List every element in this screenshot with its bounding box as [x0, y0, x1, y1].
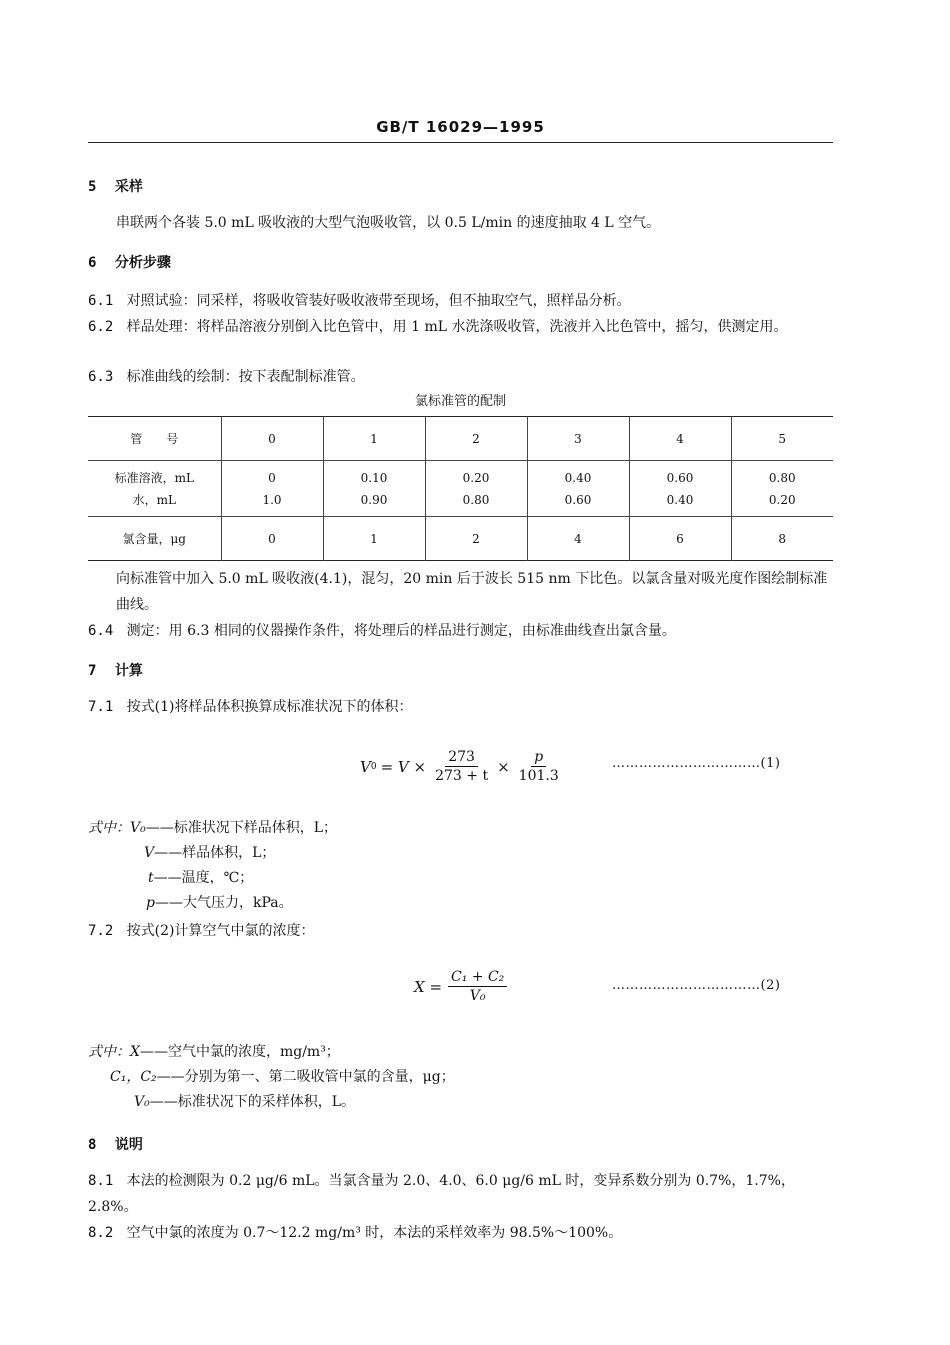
def-row: [88, 841, 337, 866]
standard-tube-table: [88, 416, 833, 561]
def-row: [88, 1065, 455, 1090]
def-text: ——空气中氯的浓度，mg/m³；: [139, 1044, 340, 1060]
page-header: GB/T 16029—1995: [376, 118, 545, 136]
std-value: 0.40: [564, 470, 592, 485]
section-title: 说明: [114, 1137, 143, 1153]
def-text: ——温度，℃；: [153, 870, 254, 886]
row-label-solution: [88, 461, 221, 517]
section-5-text: 串联两个各装 5.0 mL 吸收液的大型气泡吸收管，以 0.5 L/min 的速度抽取 4 L 空气。: [116, 215, 661, 231]
std-value: 0.80: [768, 470, 796, 485]
def-symbol: 式中：V₀: [88, 820, 146, 836]
water-value: 0.40: [666, 492, 694, 507]
def-text: ——标准状况下的采样体积，L。: [149, 1094, 356, 1110]
water-value: 0.90: [360, 492, 388, 507]
row-label-tube: 管 号: [88, 417, 221, 461]
def-text: ——大气压力，kPa。: [154, 895, 293, 911]
para-7-2: [88, 918, 838, 944]
para-number: 8.2: [88, 1225, 114, 1241]
para-text: 标准曲线的绘制：按下表配制标准管。: [126, 369, 365, 385]
def-text: ——标准状况下样品体积，L；: [145, 820, 338, 836]
section-5-heading: [88, 174, 838, 200]
water-value: 0.80: [462, 492, 490, 507]
std-value: 0.60: [666, 470, 694, 485]
table-row-tube: [88, 417, 833, 461]
para-text: 按式(2)计算空气中氯的浓度：: [126, 923, 315, 939]
section-title: 分析步骤: [114, 255, 171, 271]
def-symbol: V: [144, 845, 155, 861]
table-cell: 8: [731, 517, 833, 561]
eq1-f1-denominator: 273 + t: [435, 768, 489, 784]
water-value: 0.60: [564, 492, 592, 507]
para-number: 7.2: [88, 923, 114, 939]
section-number: 6: [88, 255, 97, 271]
para-8-1: [88, 1168, 833, 1220]
equation-1: [360, 748, 568, 785]
table-cell: [221, 461, 323, 517]
eq2-fraction: [448, 968, 507, 1005]
table-cell: 6: [629, 517, 731, 561]
para-text: 测定：用 6.3 相同的仪器操作条件，将处理后的样品进行测定，由标准曲线查出氯含量。: [126, 623, 676, 639]
def-text: ——分别为第一、第二吸收管中氯的含量，μg；: [156, 1069, 455, 1085]
std-value: 0.20: [462, 470, 490, 485]
table-row-content: [88, 517, 833, 561]
para-number: 6.2: [88, 319, 114, 335]
def-row: [88, 1040, 455, 1065]
eq1-f1-numerator: 273: [445, 748, 478, 767]
table-cell: 3: [527, 417, 629, 461]
eq1-fraction-2: [516, 748, 562, 785]
section-7-heading: [88, 658, 838, 684]
def-row: [88, 866, 337, 891]
section-number: 8: [88, 1137, 97, 1153]
table-cell: [629, 461, 731, 517]
equation-2: [414, 968, 513, 1005]
def-row: [88, 1090, 455, 1115]
water-value: 0.20: [768, 492, 796, 507]
row-label-content: 氯含量，μg: [88, 517, 221, 561]
section-number: 5: [88, 179, 97, 195]
para-7-1: [88, 694, 838, 720]
para-6-1: [88, 288, 838, 314]
para-number: 6.1: [88, 293, 114, 309]
header-rule: [88, 142, 833, 143]
table-caption: 氯标准管的配制: [414, 394, 506, 409]
def-row: [88, 891, 337, 916]
eq1-eq: = V ×: [380, 757, 427, 776]
para-text: 样品处理：将样品溶液分别倒入比色管中，用 1 mL 水洗涤吸收管，洗液并入比色管中，摇匀，供测定用。: [126, 319, 788, 335]
para-text: 对照试验：同采样，将吸收管装好吸收液带至现场，但不抽取空气，照样品分析。: [126, 293, 631, 309]
eq1-definitions: [88, 816, 337, 916]
table-cell: 4: [527, 517, 629, 561]
row-label-std: 标准溶液，mL: [114, 470, 194, 485]
table-cell: [323, 461, 425, 517]
def-symbol: V₀: [134, 1094, 150, 1110]
def-symbol: C₁，C₂: [110, 1069, 157, 1085]
section-8-heading: [88, 1132, 838, 1158]
para-number: 8.1: [88, 1173, 114, 1189]
table-cell: 0: [221, 417, 323, 461]
section-6-heading: [88, 250, 838, 276]
eq1-f2-denominator: 101.3: [518, 768, 559, 784]
eq2-denominator: V₀: [469, 988, 486, 1004]
para-text: 按式(1)将样品体积换算成标准状况下的体积：: [126, 699, 413, 715]
para-8-2: [88, 1220, 838, 1246]
eq1-lhs-sub: 0: [370, 761, 377, 772]
para-number: 6.4: [88, 623, 114, 639]
para-text: 向标准管中加入 5.0 mL 吸收液(4.1)，混匀，20 min 后于波长 515 nm 下比色。以氯含量对吸光度作图绘制标准曲线。: [116, 571, 828, 613]
para-number: 6.3: [88, 369, 114, 385]
para-text: 本法的检测限为 0.2 μg/6 mL。当氯含量为 2.0、4.0、6.0 μg/6 mL 时，变异系数分别为 0.7%，1.7%，2.8%。: [88, 1173, 795, 1215]
row-label-water: 水，mL: [132, 492, 176, 507]
para-6-2: [88, 314, 833, 340]
def-symbol: p: [146, 895, 155, 911]
para-text: 空气中氯的浓度为 0.7～12.2 mg/m³ 时，本法的采样效率为 98.5%～100%。: [126, 1225, 623, 1241]
section-title: 采样: [114, 179, 143, 195]
section-number: 7: [88, 663, 97, 679]
para-6-4: [88, 618, 838, 644]
eq2-lhs: X =: [414, 977, 443, 996]
def-symbol: 式中：X: [88, 1044, 140, 1060]
std-value: 0: [268, 470, 276, 485]
table-row-solution: [88, 461, 833, 517]
table-cell: 0: [221, 517, 323, 561]
eq2-numerator: C₁ + C₂: [448, 968, 507, 987]
std-value: 0.10: [360, 470, 388, 485]
eq1-lhs: V: [360, 757, 371, 776]
table-cell: 4: [629, 417, 731, 461]
table-cell: 1: [323, 417, 425, 461]
table-cell: [425, 461, 527, 517]
table-cell: 2: [425, 517, 527, 561]
table-cell: 5: [731, 417, 833, 461]
table-cell: [731, 461, 833, 517]
section-title: 计算: [114, 663, 143, 679]
eq1-f2-numerator: p: [531, 748, 546, 767]
def-row: [88, 816, 337, 841]
eq1-fraction-1: [432, 748, 491, 785]
table-cell: 1: [323, 517, 425, 561]
para-6-3: [88, 364, 838, 390]
eq1-times: ×: [497, 757, 510, 776]
table-cell: 2: [425, 417, 527, 461]
table-cell: [527, 461, 629, 517]
def-symbol: t: [148, 870, 154, 886]
eq2-definitions: [88, 1040, 455, 1115]
eq1-tag: ……………………………(1): [612, 756, 781, 771]
water-value: 1.0: [262, 492, 282, 507]
para-number: 7.1: [88, 699, 114, 715]
eq2-tag: ……………………………(2): [612, 978, 781, 993]
def-text: ——样品体积，L；: [154, 845, 276, 861]
para-after-table: [88, 566, 833, 618]
